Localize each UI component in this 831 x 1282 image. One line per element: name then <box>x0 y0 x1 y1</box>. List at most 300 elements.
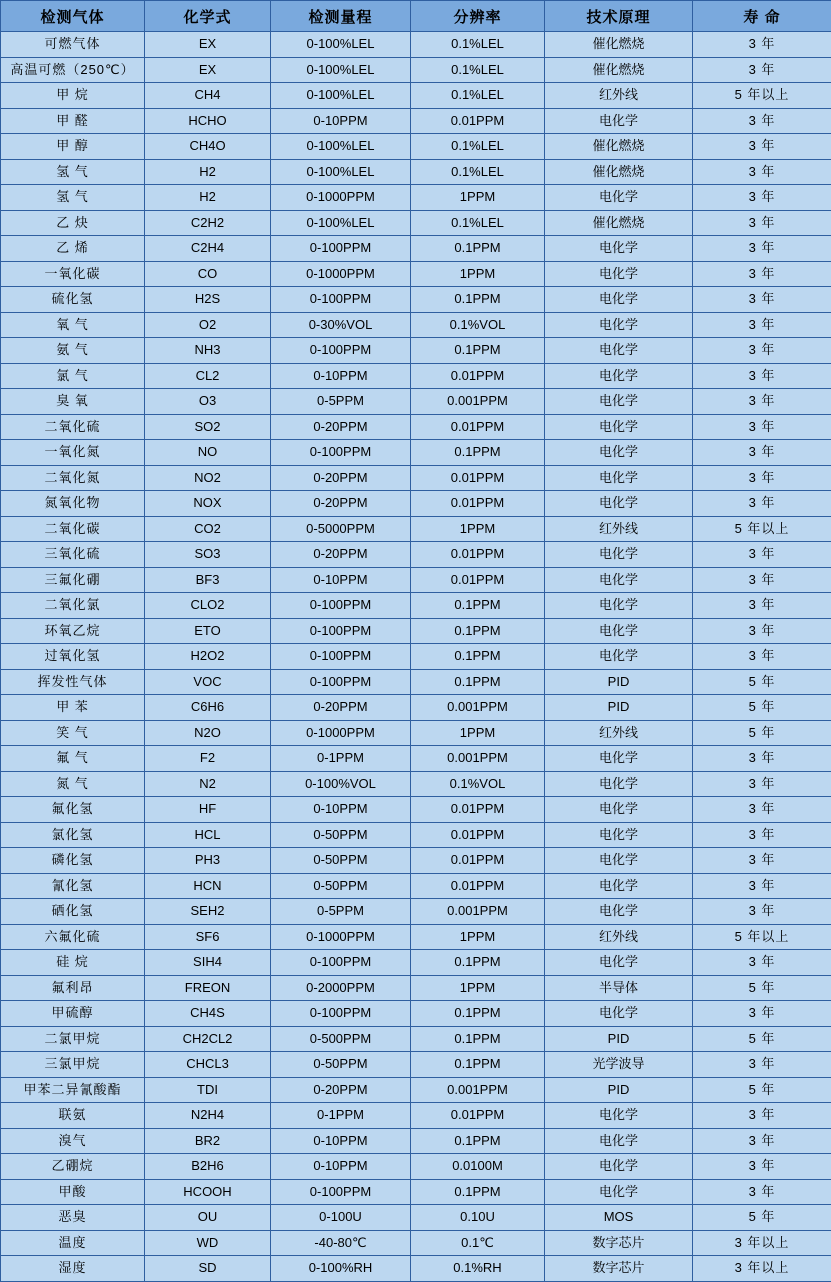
cell-detection-range: 0-50PPM <box>271 1052 411 1078</box>
cell-gas-name: 甲 烷 <box>1 83 145 109</box>
cell-technology: 电化学 <box>545 771 693 797</box>
cell-technology: 电化学 <box>545 848 693 874</box>
table-row <box>1 669 831 695</box>
cell-gas-name: 氨 气 <box>1 338 145 364</box>
cell-lifetime: 3 年 <box>693 746 831 772</box>
table-row <box>1 1256 831 1282</box>
cell-technology: 电化学 <box>545 287 693 313</box>
cell-gas-name: 硫化氢 <box>1 287 145 313</box>
cell-gas-name: 温度 <box>1 1230 145 1256</box>
cell-chemical-formula: O2 <box>145 312 271 338</box>
table-row <box>1 593 831 619</box>
cell-lifetime: 3 年 <box>693 797 831 823</box>
cell-chemical-formula: CL2 <box>145 363 271 389</box>
cell-technology: 催化燃烧 <box>545 57 693 83</box>
table-row <box>1 1077 831 1103</box>
cell-chemical-formula: WD <box>145 1230 271 1256</box>
cell-resolution: 0.1%VOL <box>411 312 545 338</box>
cell-technology: 电化学 <box>545 593 693 619</box>
cell-detection-range: 0-100PPM <box>271 1179 411 1205</box>
cell-chemical-formula: N2H4 <box>145 1103 271 1129</box>
cell-lifetime: 5 年 <box>693 1205 831 1231</box>
cell-resolution: 0.1PPM <box>411 950 545 976</box>
cell-gas-name: 甲苯二异氰酸酯 <box>1 1077 145 1103</box>
cell-chemical-formula: TDI <box>145 1077 271 1103</box>
cell-lifetime: 3 年 <box>693 32 831 58</box>
table-row <box>1 465 831 491</box>
cell-detection-range: 0-10PPM <box>271 363 411 389</box>
cell-technology: 数字芯片 <box>545 1230 693 1256</box>
cell-detection-range: 0-20PPM <box>271 1077 411 1103</box>
cell-resolution: 0.1PPM <box>411 1128 545 1154</box>
cell-lifetime: 3 年 <box>693 593 831 619</box>
cell-lifetime: 3 年 <box>693 465 831 491</box>
cell-resolution: 0.1%LEL <box>411 134 545 160</box>
cell-resolution: 0.1%LEL <box>411 210 545 236</box>
cell-resolution: 0.001PPM <box>411 695 545 721</box>
cell-lifetime: 3 年 <box>693 312 831 338</box>
cell-technology: 电化学 <box>545 1179 693 1205</box>
cell-gas-name: 甲硫醇 <box>1 1001 145 1027</box>
cell-technology: 红外线 <box>545 83 693 109</box>
cell-gas-name: 甲酸 <box>1 1179 145 1205</box>
table-row <box>1 210 831 236</box>
table-row <box>1 1103 831 1129</box>
cell-technology: 电化学 <box>545 1128 693 1154</box>
cell-gas-name: 甲 醇 <box>1 134 145 160</box>
cell-gas-name: 一氧化氮 <box>1 440 145 466</box>
cell-lifetime: 5 年 <box>693 720 831 746</box>
cell-technology: 光学波导 <box>545 1052 693 1078</box>
cell-detection-range: 0-20PPM <box>271 465 411 491</box>
cell-detection-range: 0-100%LEL <box>271 134 411 160</box>
table-row <box>1 185 831 211</box>
cell-chemical-formula: HCOOH <box>145 1179 271 1205</box>
table-row <box>1 542 831 568</box>
cell-gas-name: 氰化氢 <box>1 873 145 899</box>
cell-technology: 催化燃烧 <box>545 159 693 185</box>
cell-technology: 电化学 <box>545 414 693 440</box>
cell-chemical-formula: ETO <box>145 618 271 644</box>
cell-technology: 电化学 <box>545 822 693 848</box>
table-row <box>1 1026 831 1052</box>
cell-lifetime: 3 年 <box>693 848 831 874</box>
cell-detection-range: 0-2000PPM <box>271 975 411 1001</box>
table-row <box>1 848 831 874</box>
table-row <box>1 516 831 542</box>
cell-gas-name: 氧 气 <box>1 312 145 338</box>
cell-resolution: 0.0100M <box>411 1154 545 1180</box>
table-row <box>1 950 831 976</box>
cell-technology: 电化学 <box>545 1103 693 1129</box>
cell-detection-range: 0-20PPM <box>271 542 411 568</box>
cell-detection-range: 0-5000PPM <box>271 516 411 542</box>
cell-technology: 电化学 <box>545 542 693 568</box>
cell-resolution: 1PPM <box>411 924 545 950</box>
cell-resolution: 0.01PPM <box>411 542 545 568</box>
cell-gas-name: 高温可燃（250℃） <box>1 57 145 83</box>
cell-gas-name: 乙 炔 <box>1 210 145 236</box>
cell-detection-range: 0-100%LEL <box>271 83 411 109</box>
cell-lifetime: 3 年 <box>693 363 831 389</box>
table-row <box>1 1128 831 1154</box>
cell-detection-range: 0-30%VOL <box>271 312 411 338</box>
cell-detection-range: 0-5PPM <box>271 389 411 415</box>
cell-lifetime: 5 年 <box>693 975 831 1001</box>
cell-chemical-formula: SF6 <box>145 924 271 950</box>
cell-chemical-formula: H2S <box>145 287 271 313</box>
cell-gas-name: 六氟化硫 <box>1 924 145 950</box>
cell-chemical-formula: H2 <box>145 159 271 185</box>
cell-lifetime: 5 年 <box>693 1026 831 1052</box>
cell-technology: 电化学 <box>545 338 693 364</box>
cell-lifetime: 3 年 <box>693 491 831 517</box>
cell-lifetime: 3 年 <box>693 159 831 185</box>
table-body <box>1 32 831 1282</box>
cell-resolution: 0.1PPM <box>411 1052 545 1078</box>
cell-chemical-formula: CHCL3 <box>145 1052 271 1078</box>
cell-lifetime: 3 年 <box>693 338 831 364</box>
cell-gas-name: 二氧化碳 <box>1 516 145 542</box>
header-chemical-formula: 化学式 <box>145 1 271 32</box>
cell-lifetime: 3 年以上 <box>693 1230 831 1256</box>
table-row <box>1 797 831 823</box>
cell-gas-name: 环氧乙烷 <box>1 618 145 644</box>
cell-resolution: 0.1PPM <box>411 287 545 313</box>
cell-technology: PID <box>545 1026 693 1052</box>
cell-gas-name: 氯化氢 <box>1 822 145 848</box>
table-row <box>1 57 831 83</box>
cell-gas-name: 氢 气 <box>1 185 145 211</box>
table-row <box>1 1205 831 1231</box>
table-row <box>1 159 831 185</box>
cell-resolution: 1PPM <box>411 720 545 746</box>
cell-lifetime: 3 年 <box>693 389 831 415</box>
cell-resolution: 0.1%LEL <box>411 83 545 109</box>
cell-lifetime: 3 年以上 <box>693 1256 831 1282</box>
cell-detection-range: 0-1PPM <box>271 1103 411 1129</box>
cell-resolution: 0.1PPM <box>411 669 545 695</box>
table-row <box>1 108 831 134</box>
cell-technology: 电化学 <box>545 873 693 899</box>
table-row <box>1 873 831 899</box>
cell-technology: 电化学 <box>545 185 693 211</box>
cell-detection-range: 0-10PPM <box>271 567 411 593</box>
cell-chemical-formula: CO <box>145 261 271 287</box>
cell-technology: PID <box>545 695 693 721</box>
cell-detection-range: 0-10PPM <box>271 797 411 823</box>
cell-lifetime: 3 年 <box>693 1128 831 1154</box>
table-row <box>1 644 831 670</box>
cell-lifetime: 3 年 <box>693 1179 831 1205</box>
cell-detection-range: 0-500PPM <box>271 1026 411 1052</box>
header-lifetime: 寿 命 <box>693 1 831 32</box>
cell-chemical-formula: N2 <box>145 771 271 797</box>
cell-lifetime: 3 年 <box>693 1103 831 1129</box>
cell-technology: PID <box>545 669 693 695</box>
cell-detection-range: 0-100%RH <box>271 1256 411 1282</box>
cell-lifetime: 3 年 <box>693 771 831 797</box>
cell-lifetime: 5 年 <box>693 695 831 721</box>
cell-gas-name: 溴气 <box>1 1128 145 1154</box>
cell-resolution: 0.1℃ <box>411 1230 545 1256</box>
table-row <box>1 1179 831 1205</box>
cell-chemical-formula: HCN <box>145 873 271 899</box>
cell-resolution: 0.001PPM <box>411 389 545 415</box>
cell-detection-range: 0-100PPM <box>271 644 411 670</box>
cell-detection-range: 0-100PPM <box>271 1001 411 1027</box>
cell-lifetime: 3 年 <box>693 134 831 160</box>
cell-technology: 电化学 <box>545 899 693 925</box>
cell-chemical-formula: CLO2 <box>145 593 271 619</box>
cell-detection-range: 0-1000PPM <box>271 924 411 950</box>
cell-resolution: 0.01PPM <box>411 414 545 440</box>
cell-resolution: 0.01PPM <box>411 797 545 823</box>
cell-chemical-formula: HCL <box>145 822 271 848</box>
cell-lifetime: 3 年 <box>693 261 831 287</box>
cell-technology: 红外线 <box>545 924 693 950</box>
cell-gas-name: 氟 气 <box>1 746 145 772</box>
cell-lifetime: 3 年 <box>693 567 831 593</box>
table-row <box>1 1230 831 1256</box>
header-detection-range: 检测量程 <box>271 1 411 32</box>
cell-resolution: 0.01PPM <box>411 363 545 389</box>
cell-gas-name: 臭 氧 <box>1 389 145 415</box>
table-row <box>1 363 831 389</box>
cell-chemical-formula: SO3 <box>145 542 271 568</box>
cell-resolution: 0.1PPM <box>411 618 545 644</box>
cell-technology: 数字芯片 <box>545 1256 693 1282</box>
cell-technology: 电化学 <box>545 746 693 772</box>
cell-detection-range: 0-100PPM <box>271 669 411 695</box>
cell-resolution: 0.01PPM <box>411 848 545 874</box>
cell-resolution: 0.1%VOL <box>411 771 545 797</box>
cell-gas-name: 甲 醛 <box>1 108 145 134</box>
cell-detection-range: 0-100PPM <box>271 593 411 619</box>
cell-lifetime: 3 年 <box>693 210 831 236</box>
cell-lifetime: 3 年 <box>693 108 831 134</box>
cell-detection-range: 0-1PPM <box>271 746 411 772</box>
cell-detection-range: 0-20PPM <box>271 491 411 517</box>
cell-lifetime: 3 年 <box>693 873 831 899</box>
cell-detection-range: 0-100%LEL <box>271 32 411 58</box>
cell-gas-name: 二氧化硫 <box>1 414 145 440</box>
cell-chemical-formula: VOC <box>145 669 271 695</box>
cell-gas-name: 氢 气 <box>1 159 145 185</box>
header-row <box>1 1 831 32</box>
cell-gas-name: 三氯甲烷 <box>1 1052 145 1078</box>
table-row <box>1 618 831 644</box>
table-row <box>1 134 831 160</box>
cell-detection-range: 0-10PPM <box>271 108 411 134</box>
cell-resolution: 0.01PPM <box>411 108 545 134</box>
table-row <box>1 414 831 440</box>
cell-detection-range: 0-100%LEL <box>271 210 411 236</box>
cell-technology: 半导体 <box>545 975 693 1001</box>
cell-chemical-formula: NO <box>145 440 271 466</box>
cell-detection-range: 0-1000PPM <box>271 261 411 287</box>
cell-gas-name: 联氨 <box>1 1103 145 1129</box>
cell-lifetime: 3 年 <box>693 618 831 644</box>
cell-detection-range: 0-10PPM <box>271 1128 411 1154</box>
cell-gas-name: 二氯甲烷 <box>1 1026 145 1052</box>
cell-technology: 红外线 <box>545 720 693 746</box>
cell-resolution: 0.1%RH <box>411 1256 545 1282</box>
cell-resolution: 0.1PPM <box>411 1001 545 1027</box>
cell-technology: 催化燃烧 <box>545 32 693 58</box>
cell-technology: 电化学 <box>545 465 693 491</box>
cell-gas-name: 三氟化硼 <box>1 567 145 593</box>
cell-chemical-formula: O3 <box>145 389 271 415</box>
cell-detection-range: -40-80℃ <box>271 1230 411 1256</box>
cell-detection-range: 0-100%LEL <box>271 159 411 185</box>
cell-gas-name: 氯 气 <box>1 363 145 389</box>
table-row <box>1 746 831 772</box>
cell-chemical-formula: BR2 <box>145 1128 271 1154</box>
table-row <box>1 338 831 364</box>
cell-resolution: 1PPM <box>411 185 545 211</box>
cell-technology: 电化学 <box>545 440 693 466</box>
cell-chemical-formula: FREON <box>145 975 271 1001</box>
table-row <box>1 924 831 950</box>
cell-chemical-formula: SIH4 <box>145 950 271 976</box>
cell-resolution: 0.01PPM <box>411 873 545 899</box>
cell-chemical-formula: BF3 <box>145 567 271 593</box>
cell-detection-range: 0-100PPM <box>271 236 411 262</box>
cell-gas-name: 氮 气 <box>1 771 145 797</box>
cell-gas-name: 二氧化氮 <box>1 465 145 491</box>
cell-detection-range: 0-50PPM <box>271 848 411 874</box>
cell-technology: 电化学 <box>545 363 693 389</box>
cell-chemical-formula: CO2 <box>145 516 271 542</box>
cell-detection-range: 0-100%LEL <box>271 57 411 83</box>
table-row <box>1 312 831 338</box>
cell-resolution: 0.1PPM <box>411 1026 545 1052</box>
cell-gas-name: 氟化氢 <box>1 797 145 823</box>
cell-technology: 电化学 <box>545 491 693 517</box>
cell-resolution: 0.01PPM <box>411 1103 545 1129</box>
cell-gas-name: 恶臭 <box>1 1205 145 1231</box>
cell-gas-name: 过氧化氢 <box>1 644 145 670</box>
cell-resolution: 1PPM <box>411 516 545 542</box>
cell-resolution: 0.01PPM <box>411 465 545 491</box>
cell-detection-range: 0-10PPM <box>271 1154 411 1180</box>
cell-resolution: 0.10U <box>411 1205 545 1231</box>
cell-gas-name: 氮氧化物 <box>1 491 145 517</box>
cell-gas-name: 甲 苯 <box>1 695 145 721</box>
cell-resolution: 0.1PPM <box>411 593 545 619</box>
cell-resolution: 0.1PPM <box>411 236 545 262</box>
cell-gas-name: 一氧化碳 <box>1 261 145 287</box>
cell-chemical-formula: EX <box>145 57 271 83</box>
table-header <box>1 1 831 32</box>
cell-chemical-formula: F2 <box>145 746 271 772</box>
cell-detection-range: 0-100PPM <box>271 338 411 364</box>
cell-lifetime: 3 年 <box>693 57 831 83</box>
cell-resolution: 0.01PPM <box>411 822 545 848</box>
cell-technology: 电化学 <box>545 797 693 823</box>
cell-detection-range: 0-100PPM <box>271 287 411 313</box>
cell-detection-range: 0-1000PPM <box>271 185 411 211</box>
cell-resolution: 0.1%LEL <box>411 32 545 58</box>
table-row <box>1 1052 831 1078</box>
cell-chemical-formula: H2O2 <box>145 644 271 670</box>
cell-lifetime: 3 年 <box>693 414 831 440</box>
table-row <box>1 695 831 721</box>
cell-technology: 电化学 <box>545 389 693 415</box>
header-technology: 技术原理 <box>545 1 693 32</box>
table-row <box>1 491 831 517</box>
cell-gas-name: 硅 烷 <box>1 950 145 976</box>
cell-lifetime: 3 年 <box>693 185 831 211</box>
cell-technology: 电化学 <box>545 236 693 262</box>
cell-detection-range: 0-20PPM <box>271 695 411 721</box>
cell-chemical-formula: CH2CL2 <box>145 1026 271 1052</box>
cell-lifetime: 5 年 <box>693 1077 831 1103</box>
table-row <box>1 389 831 415</box>
cell-detection-range: 0-50PPM <box>271 873 411 899</box>
cell-technology: 电化学 <box>545 1001 693 1027</box>
cell-technology: 电化学 <box>545 644 693 670</box>
cell-chemical-formula: CH4 <box>145 83 271 109</box>
table-row <box>1 771 831 797</box>
cell-gas-name: 三氧化硫 <box>1 542 145 568</box>
cell-lifetime: 3 年 <box>693 950 831 976</box>
cell-chemical-formula: NOX <box>145 491 271 517</box>
cell-gas-name: 乙硼烷 <box>1 1154 145 1180</box>
cell-chemical-formula: CH4S <box>145 1001 271 1027</box>
cell-technology: 催化燃烧 <box>545 210 693 236</box>
cell-detection-range: 0-100PPM <box>271 618 411 644</box>
table-row <box>1 975 831 1001</box>
cell-gas-name: 硒化氢 <box>1 899 145 925</box>
cell-lifetime: 3 年 <box>693 822 831 848</box>
cell-resolution: 0.001PPM <box>411 899 545 925</box>
cell-chemical-formula: SD <box>145 1256 271 1282</box>
cell-detection-range: 0-20PPM <box>271 414 411 440</box>
cell-gas-name: 可燃气体 <box>1 32 145 58</box>
cell-detection-range: 0-100PPM <box>271 440 411 466</box>
table-row <box>1 32 831 58</box>
cell-chemical-formula: C6H6 <box>145 695 271 721</box>
cell-detection-range: 0-100%VOL <box>271 771 411 797</box>
cell-lifetime: 5 年以上 <box>693 516 831 542</box>
cell-detection-range: 0-1000PPM <box>271 720 411 746</box>
cell-technology: 电化学 <box>545 618 693 644</box>
cell-chemical-formula: NO2 <box>145 465 271 491</box>
cell-detection-range: 0-50PPM <box>271 822 411 848</box>
cell-chemical-formula: SEH2 <box>145 899 271 925</box>
cell-resolution: 0.001PPM <box>411 746 545 772</box>
cell-detection-range: 0-100U <box>271 1205 411 1231</box>
cell-chemical-formula: PH3 <box>145 848 271 874</box>
header-gas-name: 检测气体 <box>1 1 145 32</box>
cell-resolution: 0.1PPM <box>411 644 545 670</box>
cell-chemical-formula: B2H6 <box>145 1154 271 1180</box>
cell-chemical-formula: C2H4 <box>145 236 271 262</box>
cell-resolution: 0.1%LEL <box>411 159 545 185</box>
cell-chemical-formula: HCHO <box>145 108 271 134</box>
cell-resolution: 0.1%LEL <box>411 57 545 83</box>
cell-resolution: 0.1PPM <box>411 440 545 466</box>
cell-chemical-formula: NH3 <box>145 338 271 364</box>
cell-resolution: 0.001PPM <box>411 1077 545 1103</box>
cell-resolution: 1PPM <box>411 261 545 287</box>
cell-chemical-formula: C2H2 <box>145 210 271 236</box>
cell-technology: 红外线 <box>545 516 693 542</box>
cell-detection-range: 0-5PPM <box>271 899 411 925</box>
cell-lifetime: 3 年 <box>693 899 831 925</box>
